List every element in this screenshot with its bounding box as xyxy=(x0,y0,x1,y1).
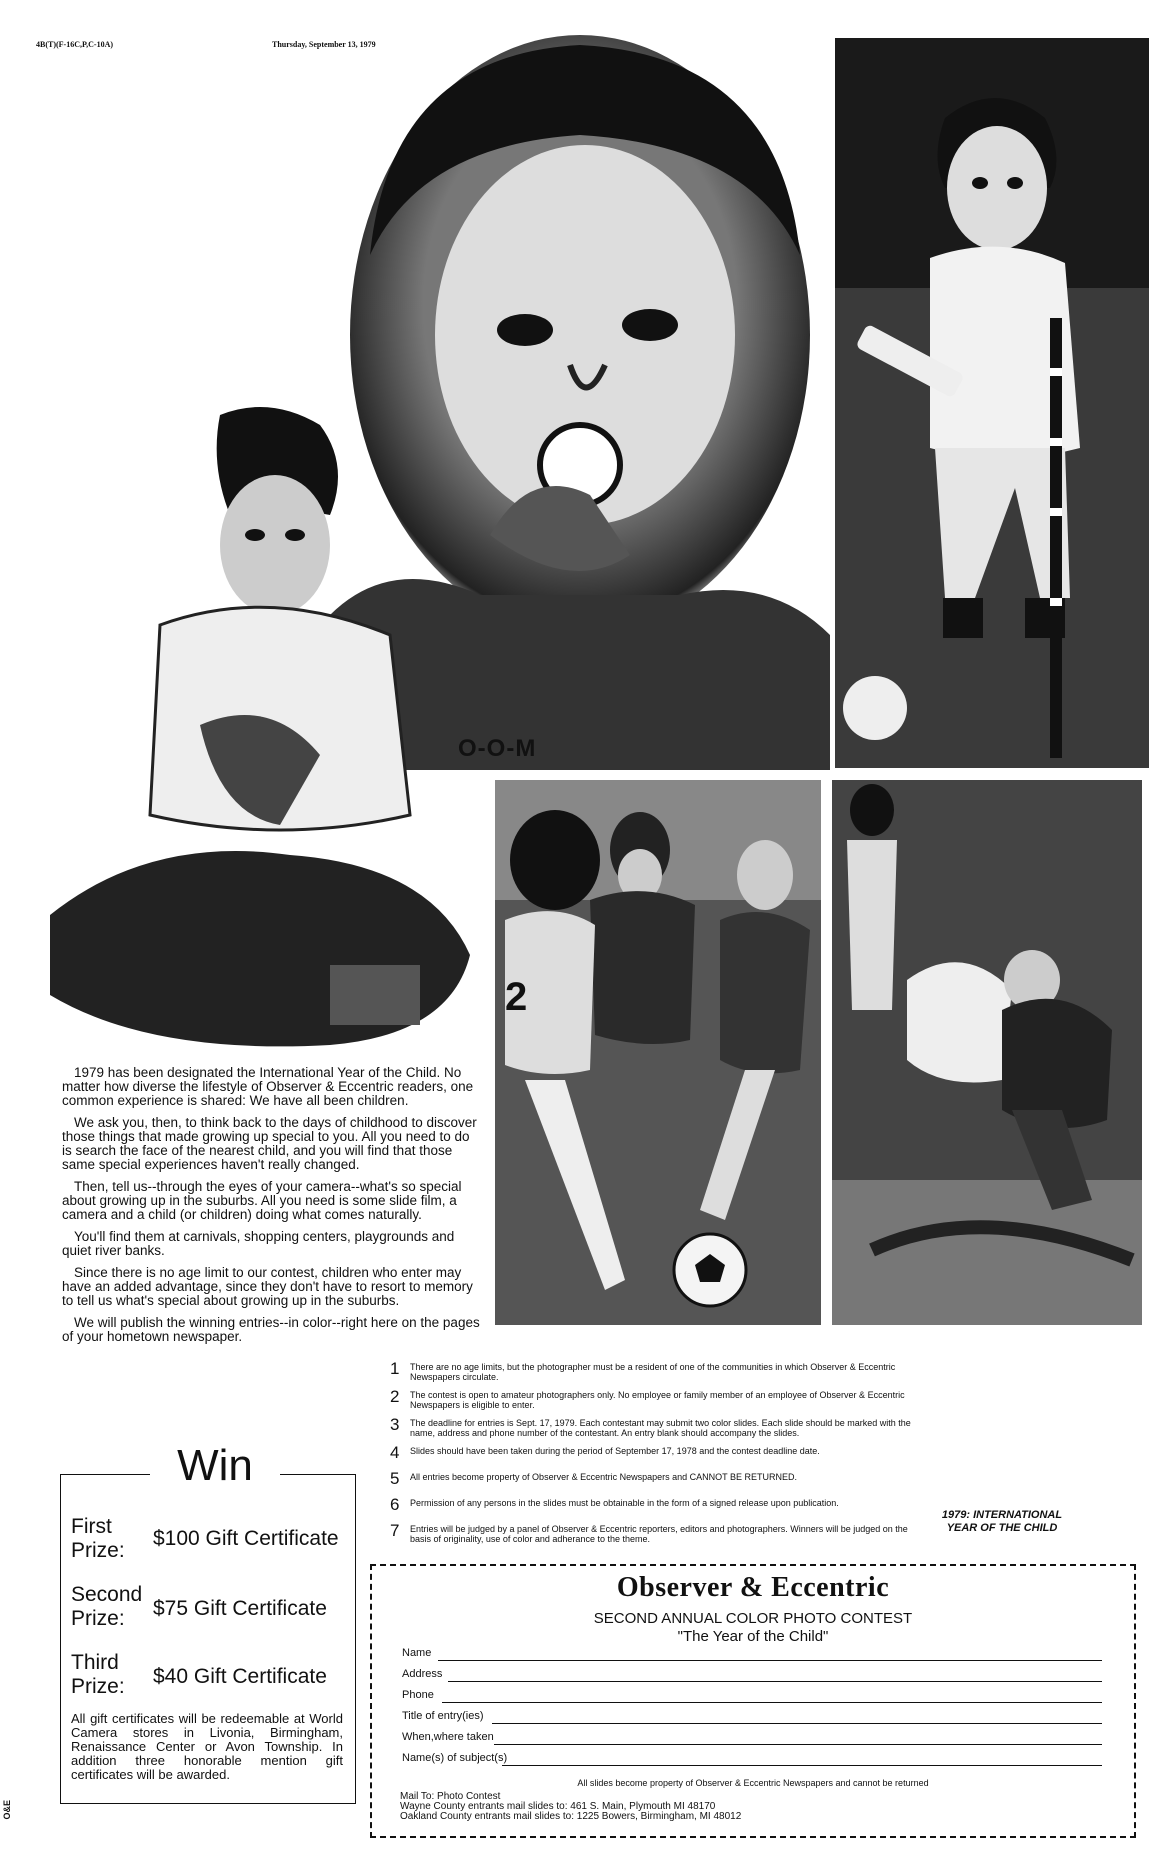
name-field[interactable] xyxy=(402,1647,1102,1663)
rule-number: 2 xyxy=(390,1387,400,1406)
intro-paragraph: Then, tell us--through the eyes of your camera--what's so special about growing up in the suburbs. All you need is some slide film, a camera and a child (or children) doing what comes naturally. xyxy=(62,1179,462,1222)
rule-item xyxy=(390,1415,930,1438)
address-field[interactable] xyxy=(402,1668,1102,1684)
rule-item xyxy=(390,1521,930,1544)
rule-text: Slides should have been taken during the period of September 17, 1978 and the contest deadline date. xyxy=(410,1446,820,1456)
prize-label-line: First xyxy=(71,1515,112,1538)
field-label: When,where taken xyxy=(402,1731,494,1743)
field-label: Title of entry(ies) xyxy=(402,1710,484,1722)
photo-boy-kneeling xyxy=(30,395,490,1065)
edition-code: 4B(T)(F-16C,P,C-10A) xyxy=(36,40,114,49)
mailing-instructions xyxy=(400,1792,741,1822)
prize-label-third xyxy=(71,1651,125,1699)
when-where-field[interactable] xyxy=(402,1731,1102,1747)
oakland-address: Oakland County entrants mail slides to: 1225 Bowers, Birmingham, MI 48012 xyxy=(400,1811,742,1822)
prize-label-line: Second xyxy=(71,1583,143,1606)
rule-text: The contest is open to amateur photographers only. No employee or family member of an employee of Observer & Eccentric Newspapers is eligible to enter. xyxy=(410,1390,905,1410)
issue-date: Thursday, September 13, 1979 xyxy=(272,40,376,49)
slides-property-note: All slides become property of Observer & Eccentric Newspapers and cannot be returned xyxy=(577,1778,929,1788)
prize-value-second: $75 Gift Certificate xyxy=(153,1597,327,1620)
prize-box xyxy=(60,1474,356,1804)
rule-item xyxy=(390,1387,930,1410)
prize-value-first: $100 Gift Certificate xyxy=(153,1527,339,1550)
year-of-child-label: 1979: INTERNATIONAL YEAR OF THE CHILD xyxy=(941,1509,1063,1534)
contest-theme: "The Year of the Child" xyxy=(677,1628,829,1645)
mail-to: Mail To: Photo Contest xyxy=(400,1791,501,1802)
photo-soccer-boys xyxy=(495,780,821,1325)
rule-number: 1 xyxy=(390,1359,400,1378)
rule-text: Entries will be judged by a panel of Observer & Eccentric reporters, editors and photographers. Winners will be judged on the basis of originality, use of color and adherance to the theme. xyxy=(410,1524,908,1544)
photo-kids-digging xyxy=(832,780,1142,1325)
prize-value-third: $40 Gift Certificate xyxy=(153,1665,327,1688)
rule-text: There are no age limits, but the photographer must be a resident of one of the communities in which Observer & Eccentric Newspapers circulate. xyxy=(410,1362,896,1382)
prize-label-second xyxy=(71,1583,142,1631)
intro-paragraph: We ask you, then, to think back to the days of childhood to discover those things that made growing up special to you. All you need to do is search the face of the nearest child, and you will find that those same special experiences haven't really changed. xyxy=(62,1115,477,1172)
rule-number: 5 xyxy=(390,1469,400,1488)
prize-label-first xyxy=(71,1515,125,1563)
entry-form xyxy=(370,1564,1136,1838)
rule-number: 3 xyxy=(390,1415,400,1434)
jersey-number: 2 xyxy=(505,975,528,1019)
side-code: O&E xyxy=(2,1800,12,1820)
prize-label-line: Third xyxy=(71,1651,119,1674)
field-label: Name xyxy=(402,1647,432,1659)
shirt-lettering: O-O-M xyxy=(458,735,537,762)
field-label: Phone xyxy=(402,1689,434,1701)
gift-certificate-note: All gift certificates will be redeemable at World Camera stores in Livonia, Birmingham, Renaissance Center or Avon Township. In addition three honorable mention gift certificates will be awarded. xyxy=(71,1711,343,1782)
intro-copy xyxy=(62,1066,482,1352)
phone-field[interactable] xyxy=(402,1689,1102,1705)
subjects-field[interactable] xyxy=(402,1752,1102,1768)
rule-text: Permission of any persons in the slides must be obtainable in the form of a signed release upon publication. xyxy=(410,1498,839,1508)
intro-paragraph: You'll find them at carnivals, shopping centers, playgrounds and quiet river banks. xyxy=(62,1229,455,1258)
intro-paragraph: Since there is no age limit to our contest, children who enter may have an added advantage, since they don't have to resort to memory to tell us what's special about growing up in the suburbs. xyxy=(62,1265,473,1308)
photo-boy-croquet xyxy=(835,38,1149,768)
contest-rules xyxy=(390,1359,930,1552)
title-of-entry-field[interactable] xyxy=(402,1710,1102,1726)
rule-item xyxy=(390,1359,930,1382)
rule-item xyxy=(390,1495,930,1516)
field-label: Name(s) of subject(s) xyxy=(402,1752,508,1764)
rule-text: The deadline for entries is Sept. 17, 1979. Each contestant may submit two color slides. Each slide should be marked with the name, address and phone number of the contestant. An entry blank should accompany the slides. xyxy=(410,1418,911,1438)
rule-text: All entries become property of Observer & Eccentric Newspapers and CANNOT BE RETURNED. xyxy=(410,1472,797,1482)
prize-label-line: Prize: xyxy=(71,1607,125,1630)
rule-item xyxy=(390,1469,930,1490)
rule-item xyxy=(390,1443,930,1464)
newspaper-masthead: Observer & Eccentric xyxy=(616,1572,890,1603)
wayne-address: Wayne County entrants mail slides to: 461 S. Main, Plymouth MI 48170 xyxy=(400,1801,716,1812)
prize-label-line: Prize: xyxy=(71,1539,125,1562)
contest-subtitle: SECOND ANNUAL COLOR PHOTO CONTEST xyxy=(593,1610,913,1627)
intro-paragraph: We will publish the winning entries--in color--right here on the pages of your hometown newspaper. xyxy=(62,1315,480,1344)
rule-number: 6 xyxy=(390,1495,400,1514)
prize-label-line: Prize: xyxy=(71,1675,125,1698)
rule-number: 4 xyxy=(390,1443,400,1462)
field-label: Address xyxy=(402,1668,443,1680)
rule-number: 7 xyxy=(390,1521,400,1540)
win-title: Win xyxy=(150,1440,280,1492)
intro-paragraph: 1979 has been designated the International Year of the Child. No matter how diverse the lifestyle of Observer & Eccentric readers, one common experience is shared: We have all been children. xyxy=(62,1065,474,1108)
